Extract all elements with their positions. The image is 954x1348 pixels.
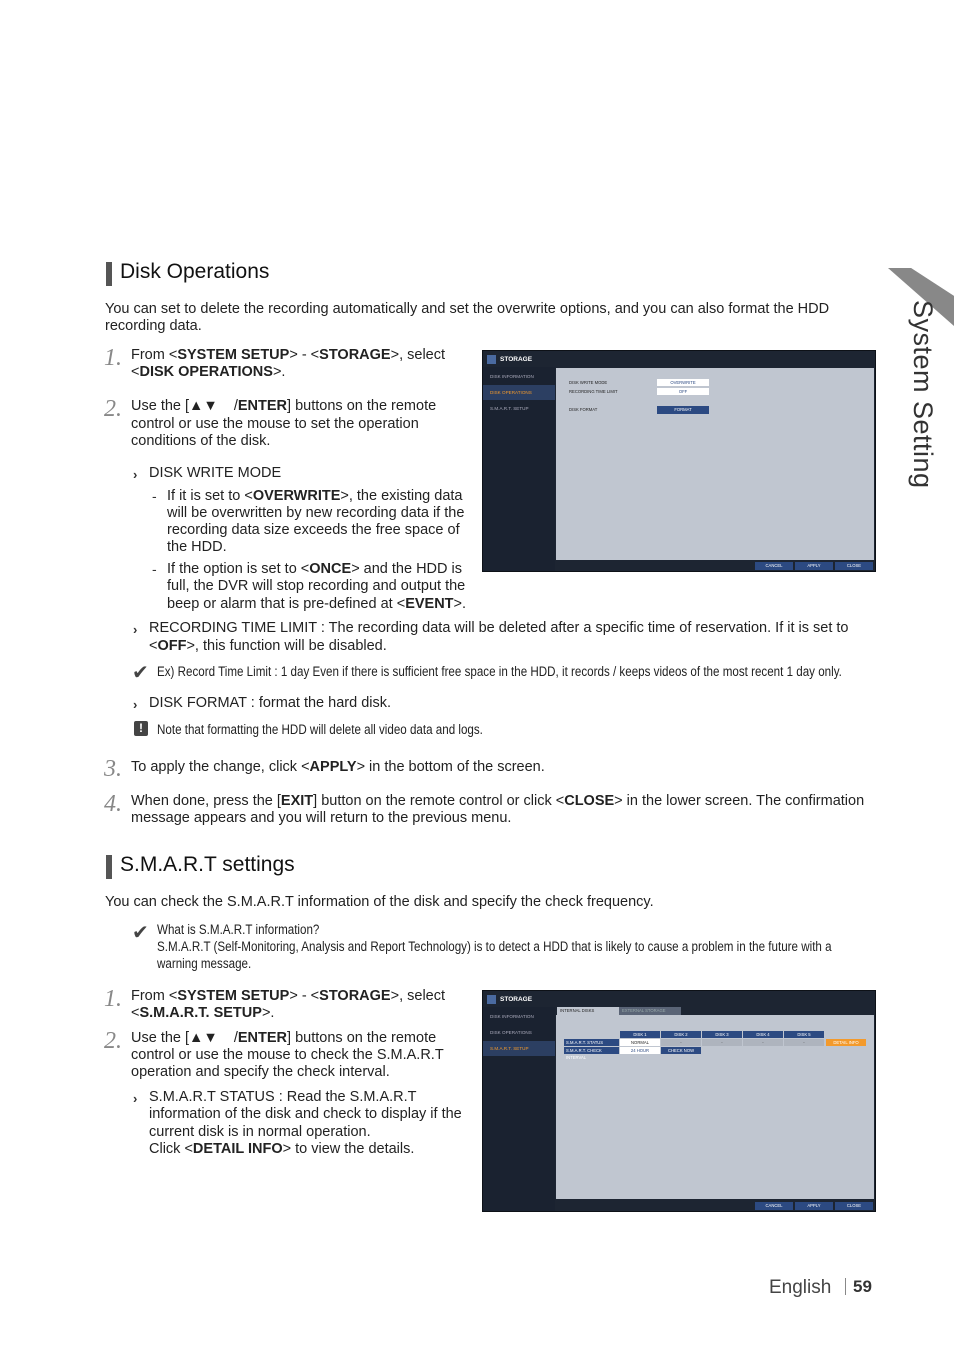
step-4-line-2: message appears and you will return to the previous menu. xyxy=(131,810,512,826)
menu-item-disk-operations[interactable]: DISK OPERATIONS xyxy=(483,385,555,400)
footer-separator xyxy=(845,1278,846,1295)
cancel-button[interactable]: CANCEL xyxy=(755,1202,793,1210)
once-line-2: full, the DVR will stop recording and output the xyxy=(167,578,466,594)
checkmark-icon: ✔ xyxy=(132,922,149,944)
smart-status-value: - xyxy=(661,1039,701,1046)
smart-status-label: S.M.A.R.T. STATUS xyxy=(564,1039,619,1046)
menu-item-disk-information[interactable]: DISK INFORMATION xyxy=(490,374,534,379)
step-1-line-2: <DISK OPERATIONS>. xyxy=(131,364,286,380)
rtl-line-1: RECORDING TIME LIMIT : The recording data will be deleted after a specific time of reservation. If it is set to xyxy=(149,620,849,636)
screen-menu xyxy=(483,367,555,571)
smart-status-line-3: current disk is in normal operation. xyxy=(149,1124,371,1140)
smart-status-value: - xyxy=(702,1039,742,1046)
tab-internal-disks[interactable]: INTERNAL DISKS xyxy=(557,1007,619,1015)
disk-header: DISK 2 xyxy=(661,1031,701,1038)
disk-write-mode-label: DISK WRITE MODE xyxy=(149,465,282,481)
checkmark-icon: ✔ xyxy=(132,662,149,684)
disk-header: DISK 4 xyxy=(743,1031,783,1038)
step-2-line-1: Use the [▲▼ /ENTER] buttons on the remote xyxy=(131,398,437,414)
step-4-line-1: When done, press the [EXIT] button on the remote control or click <CLOSE> in the lower screen. The confirmation xyxy=(131,793,865,809)
storage-icon xyxy=(487,995,496,1004)
once-line-1: If the option is set to <ONCE> and the HDD is xyxy=(167,561,463,577)
smart-status-line-1: S.M.A.R.T STATUS : Read the S.M.A.R.T xyxy=(149,1089,417,1105)
page-number: 59 xyxy=(853,1277,872,1296)
menu-item-smart-setup[interactable]: S.M.A.R.T. SETUP xyxy=(490,406,529,411)
storage-screenshot-disk-operations xyxy=(482,350,876,572)
smart-step-2-line-3: operation and specify the check interval. xyxy=(131,1064,390,1080)
disk-header: DISK 5 xyxy=(784,1031,824,1038)
chevron-icon: › xyxy=(133,622,138,637)
disk-write-mode-select[interactable]: OVERWRITE xyxy=(657,379,709,386)
menu-item-disk-information[interactable]: DISK INFORMATION xyxy=(490,1014,534,1019)
apply-button[interactable]: APPLY xyxy=(795,562,833,570)
step-2-line-3: conditions of the disk. xyxy=(131,433,271,449)
screen-menu xyxy=(483,1007,555,1211)
recording-time-limit-field-label: RECORDING TIME LIMIT xyxy=(569,389,618,394)
smart-note-line-1: S.M.A.R.T (Self-Monitoring, Analysis and Report Technology) is to detect a HDD that is likely to cause a problem in the future with a xyxy=(157,939,832,954)
smart-settings-heading: S.M.A.R.T settings xyxy=(120,853,295,876)
overwrite-line-3: recording data size exceeds the free space of xyxy=(167,522,460,538)
once-line-3: beep or alarm that is pre-defined at <EVENT>. xyxy=(167,596,467,612)
check-now-button[interactable]: CHECK NOW xyxy=(661,1047,701,1054)
disk-format-label: DISK FORMAT : format the hard disk. xyxy=(149,695,392,711)
recording-time-limit-select[interactable]: OFF xyxy=(657,388,709,395)
footer-language: English xyxy=(769,1277,832,1298)
intro-line-2: recording data. xyxy=(105,318,202,334)
tab-external-storage[interactable]: EXTERNAL STORAGE xyxy=(619,1007,681,1015)
detail-info-button[interactable]: DETAIL INFO xyxy=(826,1039,866,1046)
smart-status-value: - xyxy=(784,1039,824,1046)
format-button[interactable]: FORMAT xyxy=(657,406,709,414)
heading-bar xyxy=(106,855,112,879)
menu-item-smart-setup[interactable]: S.M.A.R.T. SETUP xyxy=(483,1041,555,1056)
smart-status-value: NORMAL xyxy=(620,1039,660,1046)
smart-step-2-line-2: control or use the mouse to check the S.M.A.R.T xyxy=(131,1047,444,1063)
step-number: 3. xyxy=(104,756,122,782)
smart-note-question: What is S.M.A.R.T information? xyxy=(157,922,320,937)
step-3-text: To apply the change, click <APPLY> in the bottom of the screen. xyxy=(131,759,545,775)
cancel-button[interactable]: CANCEL xyxy=(755,562,793,570)
disk-operations-heading: Disk Operations xyxy=(120,260,270,283)
example-note: Ex) Record Time Limit : 1 day Even if there is sufficient free space in the HDD, it records / keeps videos of the most recent 1 day only. xyxy=(157,664,842,679)
dash-bullet: - xyxy=(152,561,157,577)
smart-status-line-4: Click <DETAIL INFO> to view the details. xyxy=(149,1141,415,1157)
step-number: 2. xyxy=(104,1028,122,1054)
storage-screenshot-smart-setup xyxy=(482,990,876,1212)
overwrite-line-4: the HDD. xyxy=(167,539,227,555)
side-tab-label: System Setting xyxy=(908,300,938,489)
step-number: 1. xyxy=(104,345,122,371)
smart-intro: You can check the S.M.A.R.T information of the disk and specify the check frequency. xyxy=(105,894,654,910)
intro-line-1: You can set to delete the recording automatically and set the overwrite options, and you can also format the HDD xyxy=(105,301,830,317)
chevron-icon: › xyxy=(133,467,138,482)
warning-note: Note that formatting the HDD will delete all video data and logs. xyxy=(157,722,483,737)
check-interval-select[interactable]: 24 HOUR xyxy=(620,1047,660,1054)
chevron-icon: › xyxy=(133,1091,138,1106)
check-interval-label: S.M.A.R.T. CHECK INTERVAL xyxy=(564,1047,619,1054)
menu-item-disk-operations[interactable]: DISK OPERATIONS xyxy=(490,1030,532,1035)
screen-title: STORAGE xyxy=(487,993,532,1005)
heading-bar xyxy=(106,262,112,286)
screen-panel xyxy=(556,368,874,560)
step-number: 4. xyxy=(104,791,122,817)
smart-step-2-line-1: Use the [▲▼ /ENTER] buttons on the remote xyxy=(131,1030,437,1046)
screen-panel xyxy=(556,1015,874,1199)
storage-icon xyxy=(487,355,496,364)
smart-note-line-2: warning message. xyxy=(157,956,252,971)
step-2-line-2: control or use the mouse to set the operation xyxy=(131,416,419,432)
step-1-line-1: From <SYSTEM SETUP> - <STORAGE>, select xyxy=(131,347,446,363)
smart-status-value: - xyxy=(743,1039,783,1046)
rtl-line-2: <OFF>, this function will be disabled. xyxy=(149,638,387,654)
close-button[interactable]: CLOSE xyxy=(835,562,873,570)
chevron-icon: › xyxy=(133,697,138,712)
overwrite-line-2: will be overwritten by new recording data if the xyxy=(167,505,465,521)
warning-icon: ! xyxy=(134,721,148,736)
disk-header: DISK 3 xyxy=(702,1031,742,1038)
overwrite-line-1: If it is set to <OVERWRITE>, the existing data xyxy=(167,488,463,504)
step-number: 2. xyxy=(104,396,122,422)
disk-write-mode-field-label: DISK WRITE MODE xyxy=(569,380,608,385)
smart-step-1-line-1: From <SYSTEM SETUP> - <STORAGE>, select xyxy=(131,988,446,1004)
disk-header: DISK 1 xyxy=(620,1031,660,1038)
apply-button[interactable]: APPLY xyxy=(795,1202,833,1210)
disk-format-field-label: DISK FORMAT xyxy=(569,407,598,412)
dash-bullet: - xyxy=(152,488,157,504)
close-button[interactable]: CLOSE xyxy=(835,1202,873,1210)
step-number: 1. xyxy=(104,986,122,1012)
smart-status-line-2: information of the disk and check to display if the xyxy=(149,1106,462,1122)
screen-title: STORAGE xyxy=(487,353,532,365)
smart-step-1-line-2: <S.M.A.R.T. SETUP>. xyxy=(131,1005,275,1021)
